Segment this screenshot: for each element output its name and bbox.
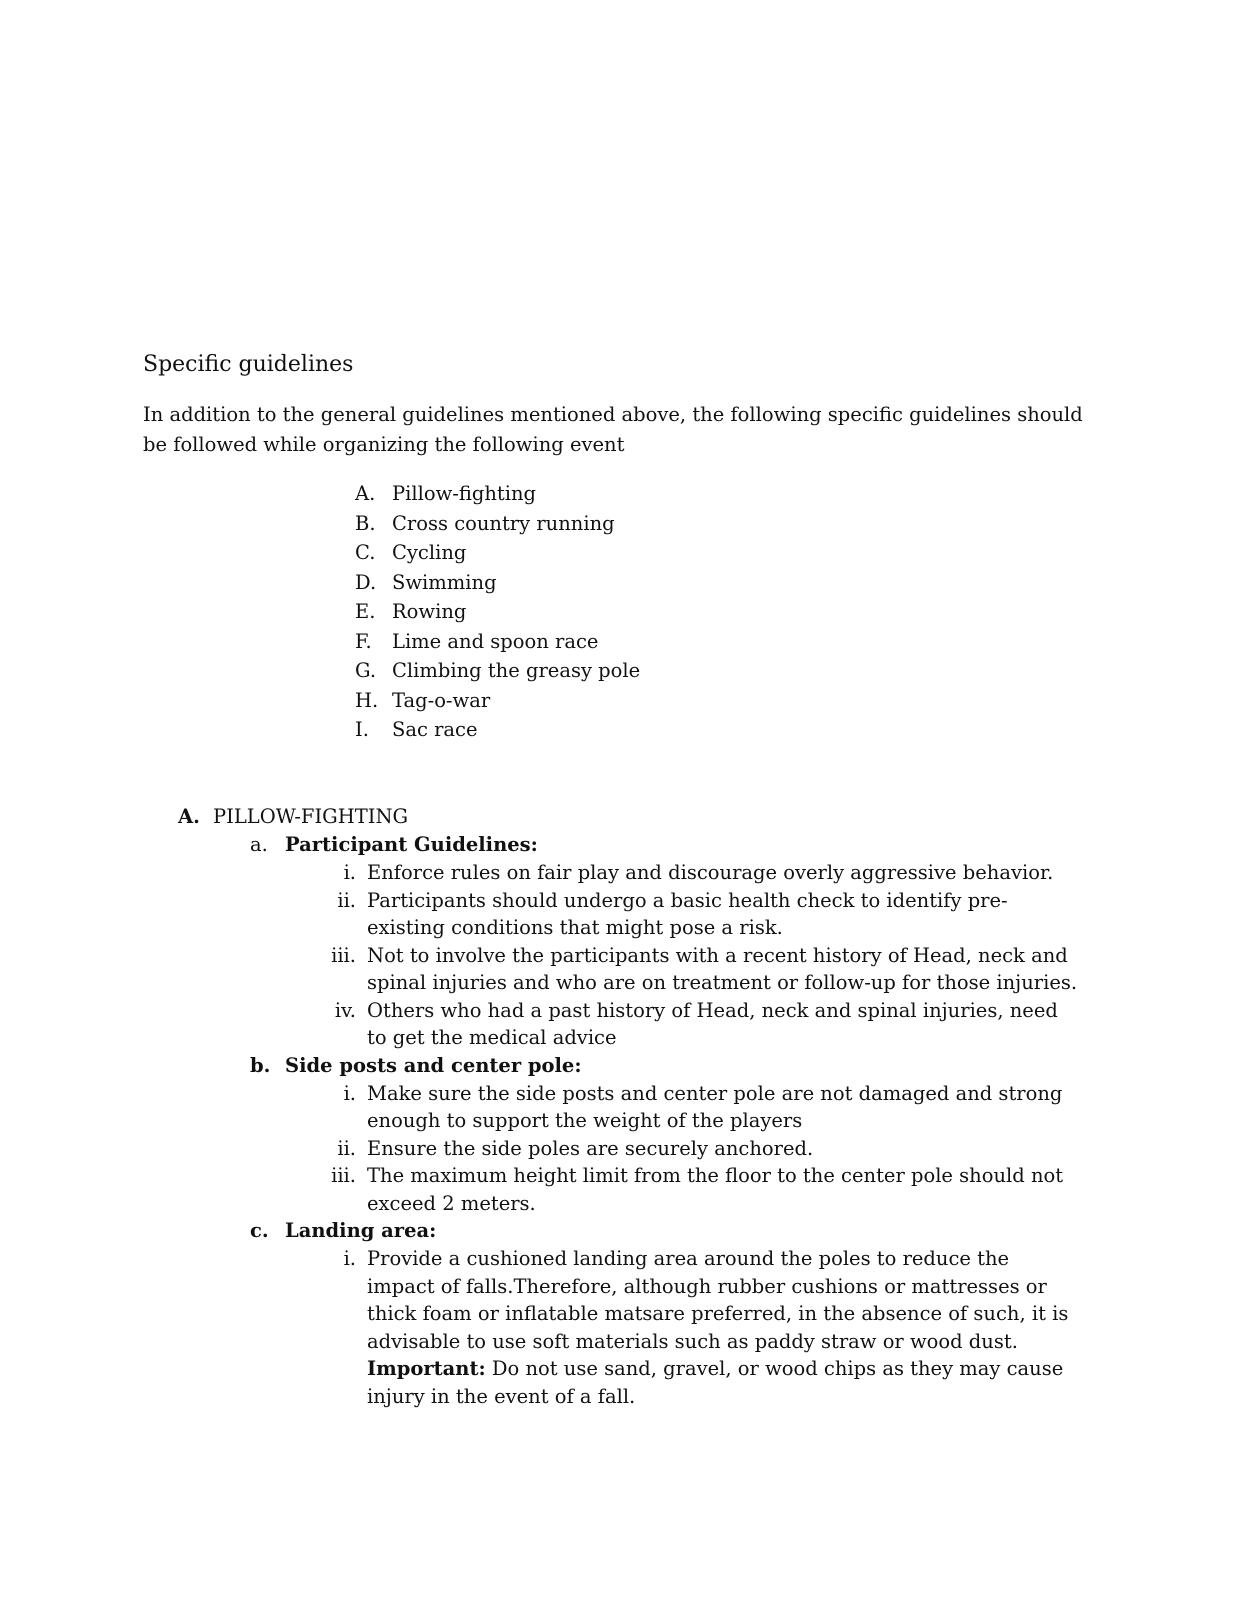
list-item [310,859,1078,887]
item-text: Enforce rules on fair play and discourage overly aggressive behavior. [367,861,1054,884]
intro-paragraph: In addition to the general guidelines mentioned above, the following specific guidelines should be followed while organizing the following event [143,403,1083,456]
list-marker: D. [355,570,377,594]
list-item [310,1245,1078,1410]
list-item-label: Rowing [392,600,467,623]
section-marker: A. [178,805,200,828]
list-item [310,942,1078,997]
subsection-marker: c. [250,1219,269,1242]
list-item [355,479,640,509]
item-text: Participants should undergo a basic health check to identify pre-existing conditions that might pose a risk. [367,888,1008,939]
list-item [355,627,640,657]
subsection-heading [250,1217,1078,1245]
item-number: ii. [337,1136,356,1160]
list-marker: E. [355,600,376,623]
subsection-heading [250,831,1078,859]
subsection-label: Side posts and center pole: [285,1053,582,1077]
list-item [355,568,640,598]
item-number: iv. [334,998,356,1022]
list-marker: A. [355,482,376,505]
list-item [355,538,640,568]
list-marker: G. [355,659,377,682]
subsection-marker: a. [250,833,268,856]
list-marker: H. [355,688,379,712]
list-item [310,1162,1078,1217]
subsection-marker: b. [250,1053,271,1077]
item-text: Not to involve the participants with a recent history of Head, neck and spinal injuries and who are on treatment or follow-up for those injuries. [367,943,1078,994]
list-item [310,997,1078,1052]
item-text: Ensure the side poles are securely anchored. [367,1136,814,1160]
subsection-heading [250,1052,1078,1080]
list-item [310,1135,1078,1163]
subsection-label: Participant Guidelines: [285,833,538,856]
event-list [355,479,640,745]
section-pillow-fighting [178,803,1078,1410]
subsection-label: Landing area: [285,1219,437,1242]
list-marker: F. [355,629,372,653]
list-item-label: Cross country running [392,511,615,535]
item-text: Make sure the side posts and center pole are not damaged and strong enough to support the weight of the players [367,1081,1063,1132]
list-marker: I. [355,718,369,741]
list-item-label: Swimming [392,570,497,594]
list-item [355,715,640,745]
list-marker: B. [355,511,376,535]
item-text: Others who had a past history of Head, neck and spinal injuries, need to get the medical advice [367,998,1058,1049]
section-title-text: PILLOW-FIGHTING [213,805,409,828]
list-item-label: Pillow-fighting [392,482,537,505]
list-item [355,597,640,627]
important-label: Important: [367,1357,486,1380]
list-marker: C. [355,541,376,564]
list-item [355,656,640,686]
item-text: Provide a cushioned landing area around the poles to reduce the impact of falls.Therefore, although rubber cushions or mattresses or thick foam or inflatable matsare preferred, in the absence of such, it is advisable to use soft materials such as paddy straw or wood dust. [367,1247,1069,1353]
list-item-label: Sac race [392,718,478,741]
list-item [310,1080,1078,1135]
list-item [355,509,640,539]
item-number: ii. [337,888,356,912]
section-title [178,803,1078,831]
item-number: iii. [331,1164,356,1187]
item-number: iii. [331,943,356,967]
list-item [310,887,1078,942]
list-item-label: Lime and spoon race [392,629,599,653]
list-item-label: Climbing the greasy pole [392,659,641,682]
list-item-label: Cycling [392,541,467,564]
item-number: i. [343,1247,356,1270]
important-text: Do not use sand, gravel, or wood chips as they may cause injury in the event of a fall. [367,1357,1064,1408]
list-item [355,686,640,716]
item-number: i. [343,861,356,884]
list-item-label: Tag-o-war [392,688,491,712]
item-body [356,1245,1078,1410]
page-heading: Specific guidelines [143,352,354,377]
item-number: i. [343,1081,356,1105]
item-text: The maximum height limit from the floor to the center pole should not exceed 2 meters. [367,1164,1064,1215]
